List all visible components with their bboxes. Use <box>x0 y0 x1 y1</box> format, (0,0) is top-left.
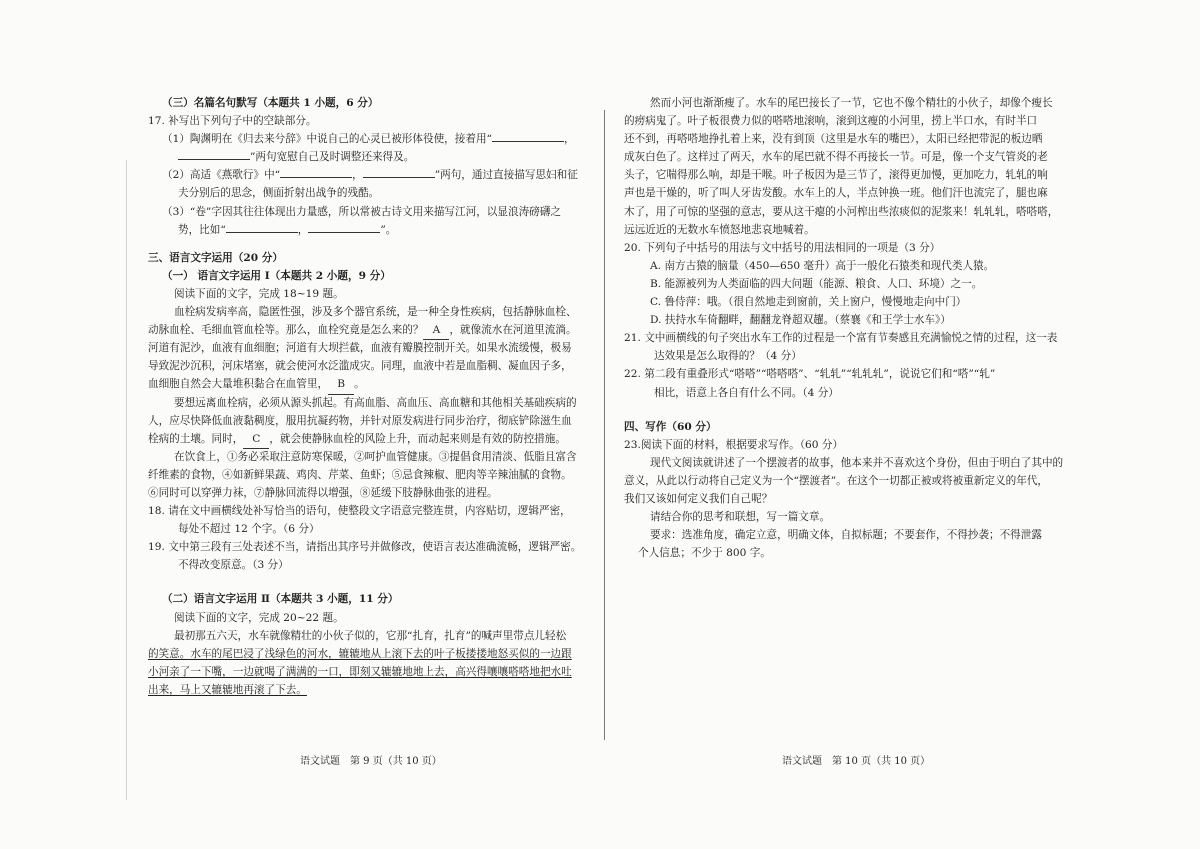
answer-blank[interactable] <box>280 167 352 178</box>
underlined-sentence: 的笑意。水车的尾巴浸了浅绿色的河水，辘辘地从上滚下去的叶子板搂搂地怒买似的一边跟 <box>148 647 572 660</box>
question-18: 18. 请在文中画横线处补写恰当的语句，使整段文字语意完整连贯，内容贴切，逻辑严密， <box>148 505 571 518</box>
page-9 <box>148 94 600 699</box>
q17-part2: （2）高适《燕歌行》中“ ， ”两句，通过直接描写思妇和征 <box>162 169 578 182</box>
answer-blank[interactable] <box>492 131 564 142</box>
question-23: 23.阅读下面的材料，根据要求写作。（60 分） <box>624 438 844 451</box>
option-a: A. 南方古猿的脑量（450—650 毫升）高于一般化石猿类和现代类人猿。 <box>650 259 995 272</box>
subsection-title-1: （一） 语言文字运用 Ⅰ（本题共 2 小题，9 分） <box>162 269 391 282</box>
blank-c[interactable]: C <box>243 430 269 449</box>
writing-requirements-cont: 个人信息；不少于 800 字。 <box>638 547 771 560</box>
blank-a[interactable]: A <box>423 321 449 340</box>
page-10 <box>624 94 1064 562</box>
option-d: D. 扶持水车倚翻畔，翻翻龙脊超双趯。（蔡襄《和王学士水车》） <box>650 314 951 327</box>
passage-line: 栓病的土壤。同时， C ，就会使静脉血栓的风险上升，而动起来则是有效的防控措施。 <box>148 430 600 448</box>
passage-line: 要想远离血栓病，必须从源头抓起。有高血脂、高血压、高血糖和其他相关基础疾病的 <box>174 396 577 409</box>
passage-line: 血细胞自然会大量堆积黏合在血管里， B 。 <box>148 375 600 393</box>
passage-line: 最初那五六天，水车就像精壮的小伙子似的，它那“扎育，扎育”的喊声里带点儿轻松 <box>174 629 567 642</box>
passage-line: ⑥同时可以穿弹力袜，⑦静脉回流得以增强，⑧延缓下肢静脉曲张的进程。 <box>148 486 498 499</box>
q17-part2-cont: 夫分别后的思念，侧面折射出战争的残酷。 <box>178 187 380 200</box>
answer-blank[interactable] <box>178 149 250 160</box>
passage-line: 木了，用了可惊的坚强的意志，要从这干瘪的小河榨出些浓痰似的泥浆来！轧轧轧，嗒嗒嗒， <box>624 205 1059 218</box>
q17-part1: （1）陶渊明在《归去来兮辞》中说自己的心灵已被形体役使，接着用“ ， <box>162 133 575 146</box>
q17-part1-cont: ”两句宽慰自己及时调整还来得及。 <box>148 148 600 166</box>
question-21: 21. 文中画横线的句子突出水车工作的过程是一个富有节奏感且充满愉悦之情的过程，这一表 <box>624 332 1058 345</box>
passage-line: 远远近近的无数水车愤怒地悲哀地喊着。 <box>624 223 815 236</box>
q17-part3-cont: 势，比如“ ， ”。 <box>178 223 397 236</box>
section-title-recitation: （三）名篇名句默写（本题共 1 小题，6 分） <box>162 97 379 109</box>
reading-instruction: 阅读下面的文字，完成 18~19 题。 <box>174 287 344 300</box>
option-c: C. 鲁侍萍：哦。（很自然地走到窗前，关上窗户，慢慢地走向中门） <box>650 296 967 309</box>
passage-line: 头子，它喘得那么响，却是干喉。叶子板因为是三节了，滚得更加慢，更加吃力，轧轧的响 <box>624 169 1048 182</box>
answer-blank[interactable] <box>308 222 380 233</box>
writing-requirements: 要求：选准角度，确定立意，明确文体，自拟标题；不要套作，不得抄袭；不得泄露 <box>650 529 1042 542</box>
option-b: B. 能源被列为人类面临的四大问题（能源、粮食、人口、环境）之一。 <box>650 277 983 290</box>
subsection-title-2: （二）语言文字运用 Ⅱ（本题共 3 小题，11 分） <box>162 593 399 606</box>
writing-instruction: 请结合你的思考和联想，写一篇文章。 <box>650 511 831 524</box>
scan-edge-line <box>126 160 127 800</box>
question-19: 19. 文中第三段有三处表述不当，请指出其序号并做修改，使语言表达准确流畅，逻辑严密。 <box>148 541 582 554</box>
underlined-sentence: 出来，马上又辘辘地再滚了下去。 <box>148 683 307 696</box>
passage-line: 河道有泥沙，血液有血细胞；河道有大坝拦截，血液有瓣膜控制开关。如果水流缓慢，极易 <box>148 342 572 355</box>
reading-instruction: 阅读下面的文字，完成 20~22 题。 <box>174 611 344 624</box>
passage-line: 纤维素的食物，④如新鲜果蔬、鸡肉、芹菜、鱼虾；⑤忌食辣椒、肥肉等辛辣油腻的食物。 <box>148 468 572 481</box>
section-title-language: 三、语言文字运用（20 分） <box>148 251 283 264</box>
material-line: 意义，从此以行动将自己定义为一个“摆渡者”。在这个一切都正被或将被重新定义的年代， <box>624 474 1048 487</box>
passage-line: 还不到，再嗒嗒地挣扎着上来，没有到顶（这里是水车的嘴巴），太阳已经把带泥的板边晒 <box>624 133 1043 146</box>
footer-page-9: 语文试题 第 9 页（共 10 页） <box>300 756 442 767</box>
page-divider <box>604 110 605 740</box>
question-17: 17. 补写出下列句子中的空缺部分。 <box>148 115 317 128</box>
passage-line: 血栓病发病率高，隐匿性强，涉及多个器官系统，是一种全身性疾病，包括静脉血栓、 <box>174 306 577 319</box>
question-20: 20. 下列句子中括号的用法与文中括号的用法相同的一项是（3 分） <box>624 241 941 254</box>
blank-b[interactable]: B <box>328 375 354 394</box>
passage-line: 导致泥沙沉积，河床堵塞，就会使河水泛滥成灾。同理，血液中若是血脂稠、凝血因子多， <box>148 360 572 373</box>
material-line: 我们又该如何定义我们自己呢？ <box>624 492 773 505</box>
section-title-writing: 四、写作（60 分） <box>624 420 717 433</box>
question-22: 22. 第二段有重叠形式“嗒嗒”“嗒嗒嗒”、“轧轧”“轧轧轧”，说说它们和“嗒”“轧” <box>624 368 996 381</box>
answer-blank[interactable] <box>363 167 435 178</box>
answer-blank[interactable] <box>226 222 298 233</box>
question-18-cont: 每处不超过 12 个字。（6 分） <box>178 523 320 536</box>
passage-line: 人，应尽快降低血液黏稠度，服用抗凝药物，并针对原发病进行同步治疗，彻底铲除滋生血 <box>148 414 572 427</box>
passage-line: 成灰白色了。这样过了两天，水车的尾巴就不得不再接长一节。可是，像一个支气管炎的老 <box>624 151 1048 164</box>
question-21-cont: 达效果是怎么取得的？（4 分） <box>654 350 802 363</box>
passage-line: 的痨病鬼了。叶子板很费力似的嗒嗒地滚响，滚到这瘦的小河里，捞上半口水，有时半口 <box>624 115 1038 128</box>
underlined-sentence: 小河亲了一下嘴，一边就喝了满满的一口，即刻又辘辘地地上去，高兴得嚷嚷嗒嗒地把水吐 <box>148 665 572 678</box>
question-22-cont: 相比，语意上各自有什么不同。（4 分） <box>654 386 839 399</box>
passage-line: 在饮食上，①务必采取注意防寒保暖，②呵护血管健康。③提倡食用清淡、低脂且富含 <box>174 450 577 463</box>
passage-line: 动脉血栓、毛细血管血栓等。那么，血栓究竟是怎么来的？ A ，就像流水在河道里流淌。 <box>148 321 600 339</box>
passage-line: 然而小河也渐渐瘦了。水车的尾巴接长了一节，它也不像个精壮的小伙子，却像个瘦长 <box>650 97 1053 109</box>
material-line: 现代文阅读就讲述了一个摆渡者的故事，他本来并不喜欢这个身份，但由于明白了其中的 <box>650 456 1064 469</box>
footer-page-10: 语文试题 第 10 页（共 10 页） <box>782 756 931 767</box>
q17-part3: （3）“卷”字因其往往体现出力量感，所以常被古诗文用来描写江河，以显浪涛磅礴之 <box>162 205 561 218</box>
question-19-cont: 不得改变原意。（3 分） <box>178 559 289 572</box>
passage-line: 声也是干燥的，听了叫人牙齿发酸。水车上的人，半点钟换一班。他们汗也流完了，腿也麻 <box>624 187 1048 200</box>
